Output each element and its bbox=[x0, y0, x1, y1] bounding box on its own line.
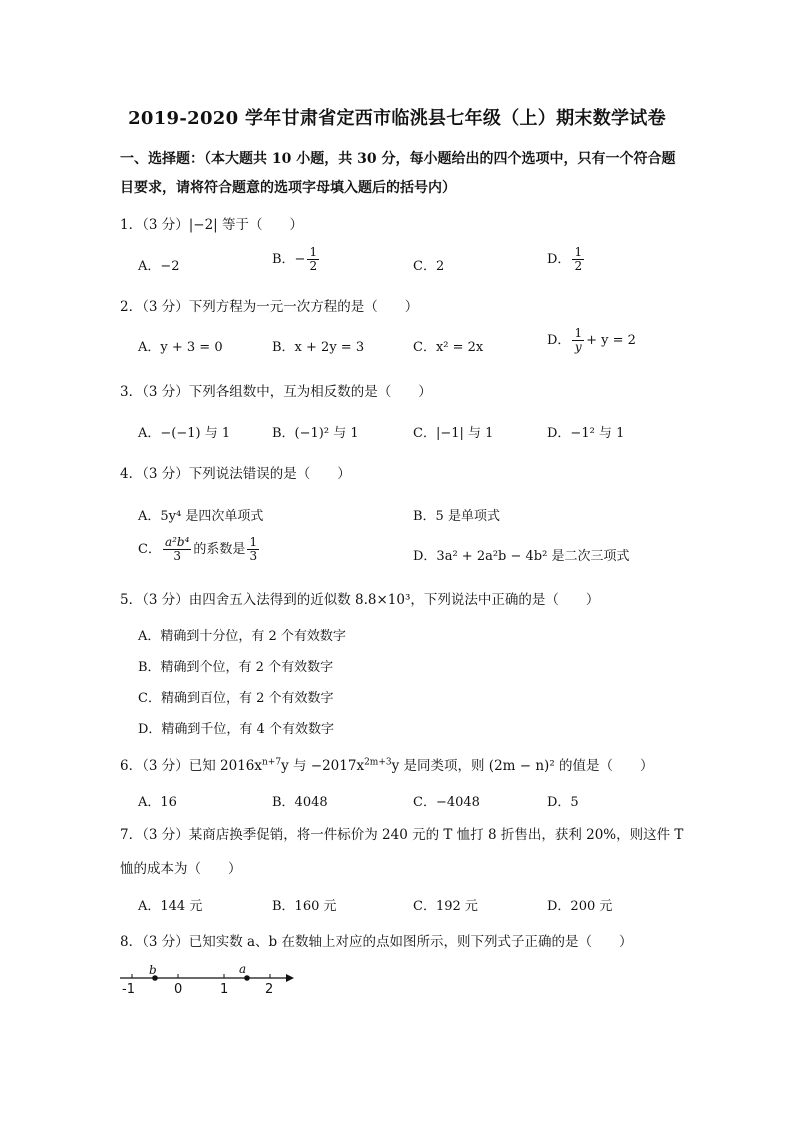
q3-option-c: C．|−1| 与 1 bbox=[413, 426, 494, 441]
fraction: $\frac{\text{a²b⁴}}{3}$ bbox=[164, 535, 190, 563]
fraction: $\frac{1}{2}$ bbox=[309, 245, 318, 273]
tick-label: 1 bbox=[220, 982, 229, 997]
page-title: 2019-2020 学年甘肃省定西市临洮县七年级（上）期末数学试卷 bbox=[128, 108, 666, 129]
q7-option-b: B．160 元 bbox=[272, 899, 337, 914]
q6-option-a: A．16 bbox=[138, 795, 177, 810]
q1-option-c: C．2 bbox=[413, 259, 445, 274]
q1-option-d-label: D． bbox=[547, 252, 571, 267]
question-7-stem-line2: 恤的成本为（ ） bbox=[120, 861, 242, 877]
q5-option-a: A．精确到十分位，有 2 个有效数字 bbox=[138, 629, 346, 644]
q3-option-b: B．(−1)² 与 1 bbox=[272, 426, 359, 441]
tick-label: -1 bbox=[122, 982, 135, 997]
question-7-stem-line1: 7．（3 分）某商店换季促销，将一件标价为 240 元的 T 恤打 8 折售出，获利 20%，则这件 T bbox=[120, 827, 684, 843]
q1-option-b bbox=[272, 246, 321, 273]
arrow-right-icon bbox=[286, 974, 294, 982]
q1-option-b-label: B．− bbox=[272, 252, 306, 267]
q4-option-b: B．5 是单项式 bbox=[413, 509, 500, 524]
q7-option-c: C．192 元 bbox=[413, 899, 478, 914]
q7-option-d: D．200 元 bbox=[547, 899, 613, 914]
question-5-stem: 5．（3 分）由四舍五入法得到的近似数 8.8×10³，下列说法中正确的是（ ） bbox=[120, 592, 600, 608]
q6-option-d: D．5 bbox=[547, 795, 579, 810]
q4-option-d: D．3a² + 2a²b − 4b² 是二次三项式 bbox=[413, 549, 630, 564]
q4-option-c-label: C． bbox=[138, 542, 161, 557]
question-4-stem: 4．（3 分）下列说法错误的是（ ） bbox=[120, 466, 351, 482]
question-6-stem: 6．（3 分）已知 $2016x^{n+7}y$ 与 $-2017x^{2m+3}y$ 是同类项，则 (2m − n)² 的值是（ ） bbox=[120, 757, 654, 774]
q2-option-b: B．x + 2y = 3 bbox=[272, 340, 365, 355]
tick-label: 0 bbox=[174, 982, 183, 997]
q6-option-c: C．−4048 bbox=[413, 795, 480, 810]
q2-option-d: D． $\frac{1}{y}$ + y = 2 bbox=[547, 326, 636, 354]
q5-option-c: C．精确到百位，有 2 个有效数字 bbox=[138, 691, 334, 706]
q2-option-c: C．x² = 2x bbox=[413, 340, 484, 355]
section-instructions-line1: 一、选择题：（本大题共 10 小题，共 30 分，每小题给出的四个选项中，只有一个符合题 bbox=[120, 151, 676, 167]
q2-option-a: A．y + 3 = 0 bbox=[138, 340, 223, 355]
question-8-stem: 8．（3 分）已知实数 a、b 在数轴上对应的点如图所示，则下列式子正确的是（ ） bbox=[120, 934, 633, 950]
point-a bbox=[244, 975, 250, 981]
question-2-stem: 2．（3 分）下列方程为一元一次方程的是（ ） bbox=[120, 299, 419, 315]
tick-label: 2 bbox=[265, 982, 274, 997]
q2-option-d-label: D． bbox=[547, 333, 571, 348]
q4-option-c: C． $\frac{\text{a²b⁴}}{3}$ 的系数是 $\frac{1}{3}$ bbox=[138, 535, 258, 563]
q1-option-a: A．−2 bbox=[138, 259, 180, 274]
q5-option-b: B．精确到个位，有 2 个有效数字 bbox=[138, 660, 334, 675]
q5-option-d: D．精确到千位，有 4 个有效数字 bbox=[138, 722, 334, 737]
q3-option-d: D．−1² 与 1 bbox=[547, 426, 625, 441]
number-line-figure bbox=[118, 962, 298, 1002]
point-label-a: a bbox=[239, 962, 247, 976]
fraction: $\frac{1}{3}$ bbox=[249, 535, 258, 563]
q4-option-a: A．5y⁴ 是四次单项式 bbox=[138, 509, 264, 524]
point-label-b: b bbox=[149, 963, 157, 977]
fraction: $\frac{1}{y}$ bbox=[574, 326, 583, 354]
q7-option-a: A．144 元 bbox=[138, 899, 203, 914]
q6-option-b: B．4048 bbox=[272, 795, 328, 810]
fraction: $\frac{1}{2}$ bbox=[574, 245, 583, 273]
q3-option-a: A．−(−1) 与 1 bbox=[138, 426, 231, 441]
question-1-stem: 1．（3 分）|−2| 等于（ ） bbox=[120, 217, 304, 233]
section-instructions-line2: 目要求，请将符合题意的选项字母填入题后的括号内） bbox=[120, 180, 456, 196]
question-3-stem: 3．（3 分）下列各组数中，互为相反数的是（ ） bbox=[120, 384, 432, 400]
q1-option-d bbox=[547, 246, 586, 273]
